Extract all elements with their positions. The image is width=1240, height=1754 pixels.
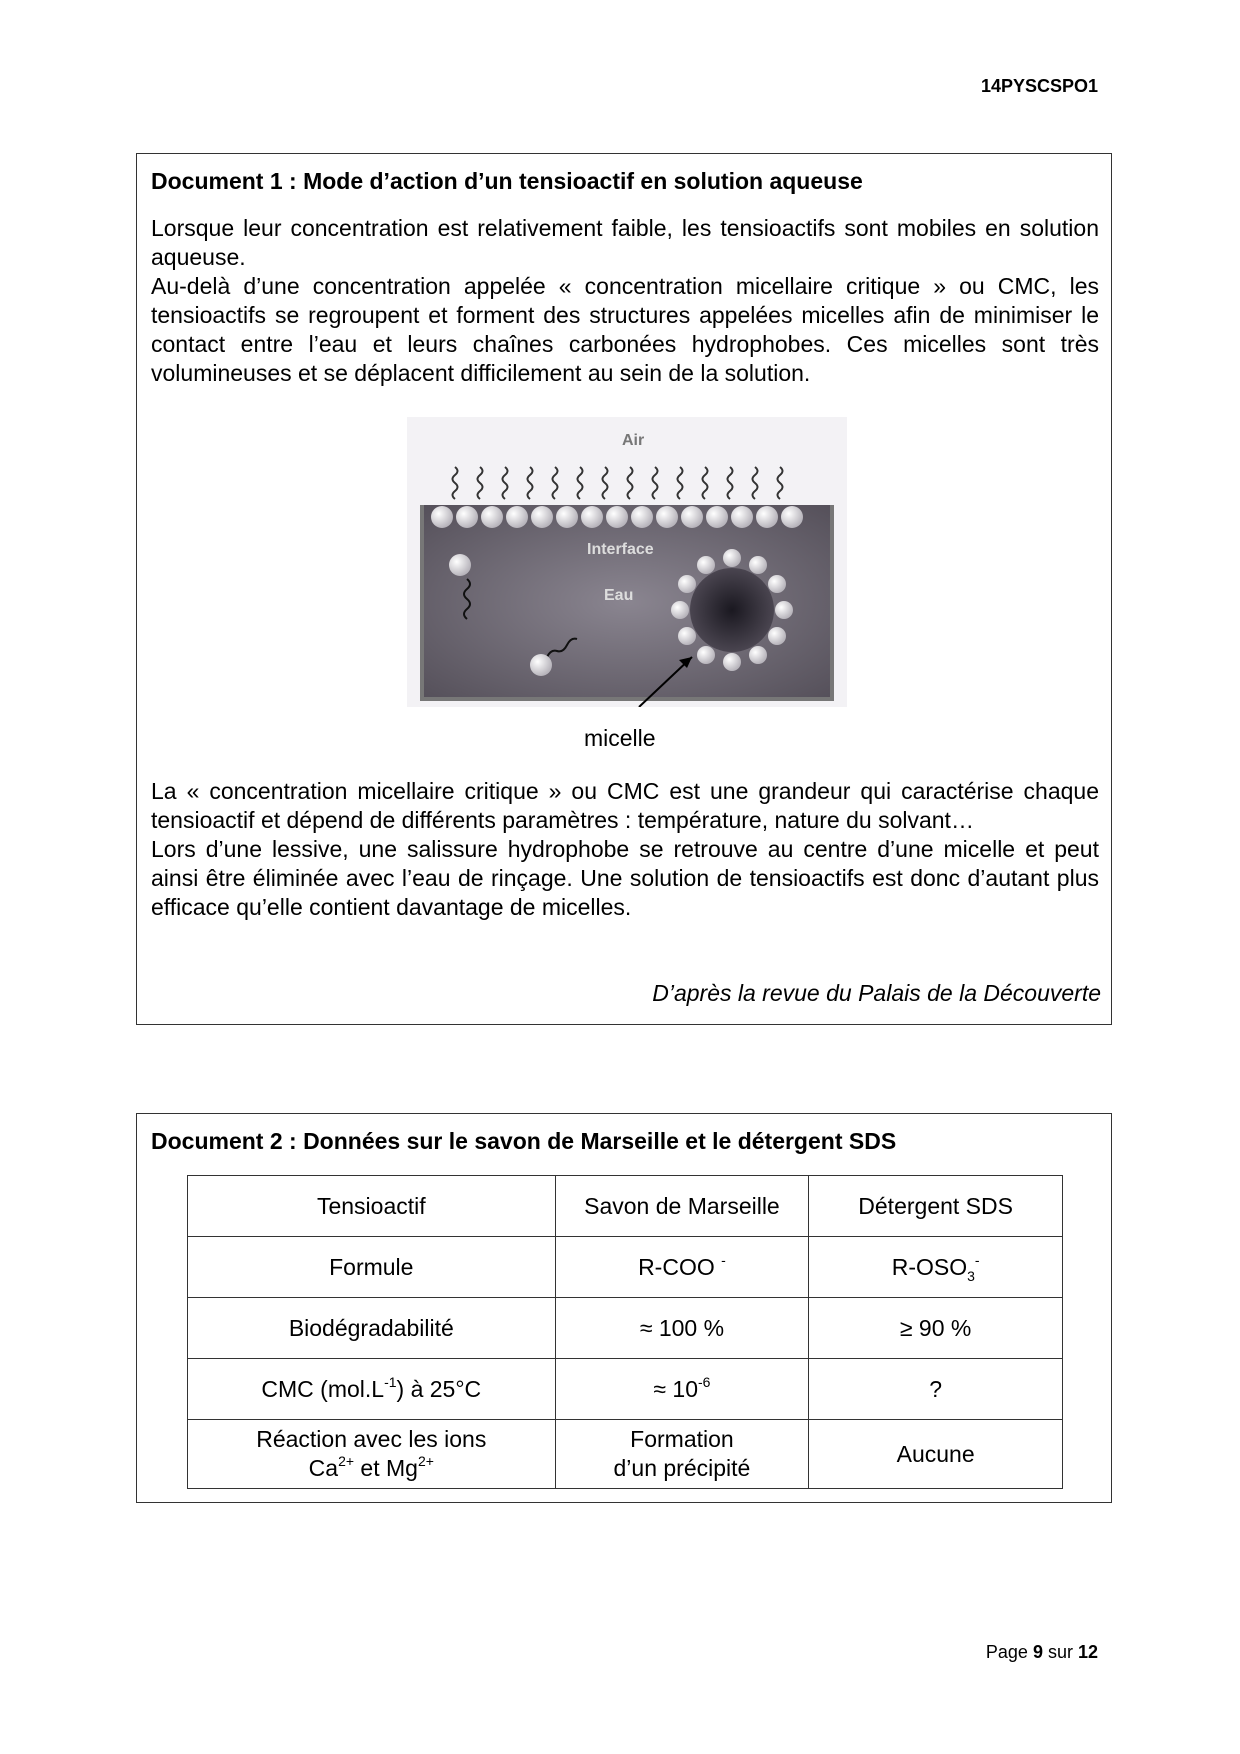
row-label-biodegradabilite: Biodégradabilité bbox=[188, 1298, 556, 1359]
formule-savon: R-COO - bbox=[555, 1237, 809, 1298]
table-row bbox=[188, 1359, 1063, 1420]
page-footer: Page 9 sur 12 bbox=[985, 1642, 1098, 1662]
table-row bbox=[188, 1176, 1063, 1237]
table-row bbox=[188, 1237, 1063, 1298]
cmc-sds: ? bbox=[809, 1359, 1063, 1420]
row-label-formule: Formule bbox=[188, 1237, 556, 1298]
current-page: 9 bbox=[1032, 1642, 1043, 1662]
total-pages: 12 bbox=[1077, 1642, 1098, 1662]
intro-paragraph-1: Lorsque leur concentration est relativement faible, les tensioactifs sont mobiles en solution aqueuse. bbox=[151, 215, 1099, 270]
row-label-cmc: CMC $(mol.L^{-1})$ à 25°C bbox=[188, 1359, 556, 1420]
micelle-label: micelle bbox=[584, 725, 656, 751]
table-header-cell: Savon de Marseille bbox=[555, 1176, 809, 1237]
document-code: 14PYSCSPO1 bbox=[980, 76, 1098, 96]
document-1-intro bbox=[151, 214, 1099, 388]
surface-heads bbox=[431, 506, 803, 528]
body-paragraph-1: La « concentration micellaire critique » ou CMC est une grandeur qui caractérise chaque tensioactif et dépend de différents paramètres : température, nature du solvant… bbox=[151, 778, 1099, 833]
source-citation: D’après la revue du Palais de la Découverte bbox=[652, 980, 1101, 1006]
formule-sds: $R-OSO_3^-$ bbox=[809, 1237, 1063, 1298]
biodeg-savon: ≈ 100 % bbox=[555, 1298, 809, 1359]
intro-paragraph-2: Au-delà d’une concentration appelée « concentration micellaire critique » ou CMC, les tensioactifs se regroupent et forment des structures appelées micelles afin de minimiser le contact entre l’eau et leurs chaînes carbonées hydrophobes. Ces micelles sont très volumineuses et se déplacent difficilement au sein de la solution. bbox=[151, 273, 1099, 386]
label-air: Air bbox=[622, 432, 645, 449]
row-label-reaction: Réaction avec les ions $Ca^{2+}$ et $Mg^{2+}$ bbox=[188, 1420, 556, 1489]
table-header-cell: Tensioactif bbox=[188, 1176, 556, 1237]
biodeg-sds: ≥ 90 % bbox=[809, 1298, 1063, 1359]
body-paragraph-2: Lors d’une lessive, une salissure hydrophobe se retrouve au centre d’une micelle et peut ainsi être éliminée avec l’eau de rinçage. Une solution de tensioactifs est donc d’autant plus efficace qu’elle contient davantage de micelles. bbox=[151, 836, 1099, 920]
reaction-sds: Aucune bbox=[809, 1420, 1063, 1489]
reaction-savon: Formation d’un précipité bbox=[555, 1420, 809, 1489]
data-table bbox=[187, 1175, 1063, 1489]
table-row bbox=[188, 1298, 1063, 1359]
document-1-body bbox=[151, 777, 1099, 922]
table-header-cell: Détergent SDS bbox=[809, 1176, 1063, 1237]
micelle-diagram bbox=[407, 417, 847, 707]
cmc-savon: ≈ $10^{-6}$ bbox=[555, 1359, 809, 1420]
label-eau: Eau bbox=[604, 587, 634, 604]
table-row bbox=[188, 1420, 1063, 1489]
label-interface: Interface bbox=[587, 541, 654, 558]
document-2-title: Document 2 : Données sur le savon de Marseille et le détergent SDS bbox=[151, 1128, 897, 1154]
document-2-box bbox=[136, 1113, 1112, 1503]
document-1-box bbox=[136, 153, 1112, 1025]
document-1-title: Document 1 : Mode d’action d’un tensioactif en solution aqueuse bbox=[151, 168, 863, 194]
